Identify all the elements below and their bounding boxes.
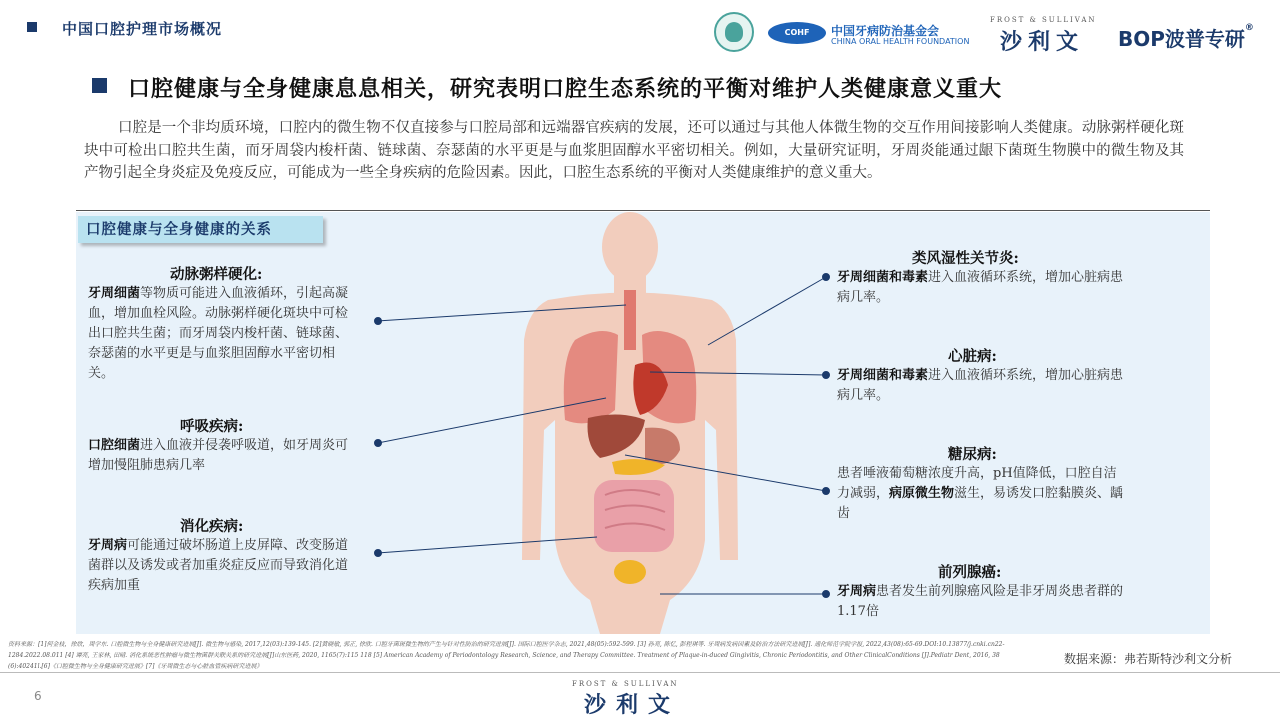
rheumatoid-title: 类风湿性关节炎: [912, 250, 1019, 267]
atherosclerosis-text: 牙周细菌等物质可能进入血液循环，引起高凝血，增加血栓风险。动脉粥样硬化斑块中可检出口腔共生菌；而牙周袋内梭杆菌、链球菌、奈瑟菌的水平更是与血浆胆固醇水平密切相关。 [88, 286, 349, 381]
digestive-text: 牙周病可能通过破坏肠道上皮屏障、改变肠道菌群以及诱发或者加重炎症反应而导致消化道疾病加重 [88, 538, 349, 593]
respiratory-text: 口腔细菌进入血液并侵袭呼吸道，如牙周炎可增加慢阻肺患病几率 [88, 438, 349, 473]
section-title: 中国口腔护理市场概况 [62, 20, 223, 38]
prostate-cancer-title: 前列腺癌: [938, 564, 1002, 581]
atherosclerosis-title: 动脉粥样硬化: [170, 266, 263, 283]
diagram-tag: 口腔健康与全身健康的关系 [78, 216, 323, 243]
trachea-icon [624, 290, 636, 350]
footer-logo-cn: 沙利文 [584, 693, 681, 718]
rheumatoid-text: 牙周细菌和毒素进入血液循环系统，增加心脏病患病几率。 [837, 270, 1124, 305]
respiratory-title: 呼吸疾病: [180, 418, 244, 435]
references-footnote: 资料来源：[1]何金枝，徐欣，周学东. 口腔微生物与全身健康研究进展[J]. 微生物与感染, 2017,12(03):139-145. [2]黄晓敏, 郭正, 徐欣. 口腔牙菌斑微生物的产生与针对性防治的研究进展[J]. 国际口腔医学杂志, 2021,48(05):592-599. [3] 孙亮, 陈忆, 彭程琪等. 牙周病发病因素及防治方法研究进展[J]. 通化师范学院学报, 2022,43(08):65-69.DOI:10.13877/j.cnki.cn22-1284.2022.08.011 [4] 谭亮, 王家林, 田晴. 消化系统恶性肿瘤与微生物菌群关联关系的研究进展[J]山东医药, 2020, 1165(7):115 118 [5] American Academy of Periodontology Research, Science, and Therapy Committee. Treatment of Plaque-in-duced Gingivitis, Chronic Periodontitis, and Other ClinicalConditions [J].Pediatr Dent, 2016, 38 (6):40241l.[6]《口腔微生物与全身健康研究进展》[7]《牙周微生态与心脏血管疾病研究进展》 [8, 641, 1005, 670]
data-source: 数据来源：弗若斯特沙利文分析 [1064, 652, 1233, 666]
digestive-title: 消化疾病: [180, 518, 244, 535]
page-title: 口腔健康与全身健康息息相关，研究表明口腔生态系统的平衡对维护人类健康意义重大 [128, 76, 1003, 102]
cohf-name-cn: 中国牙病防治基金会 [831, 24, 940, 38]
heart-disease-text: 牙周细菌和毒素进入血液循环系统，增加心脏病患病几率。 [837, 368, 1124, 403]
diabetes-text: 患者唾液葡萄糖浓度升高，pH值降低，口腔自洁力减弱，病原微生物滋生，易诱发口腔黏膜炎、龋齿 [837, 466, 1124, 521]
frost-sullivan-logo-en: FROST & SULLIVAN [990, 16, 1097, 24]
bop-logo: BOP波普专研® [1118, 23, 1254, 51]
footer-logo-en: FROST & SULLIVAN [572, 680, 679, 688]
cohf-name-en: CHINA ORAL HEALTH FOUNDATION [831, 37, 970, 46]
frost-sullivan-logo-cn: 沙利文 [1000, 30, 1085, 55]
diabetes-title: 糖尿病: [948, 446, 997, 463]
cohf-logo-icon: COHF [768, 22, 826, 44]
heart-disease-title: 心脏病: [948, 348, 997, 365]
prostate-icon [614, 560, 646, 584]
footer-divider [0, 672, 1280, 673]
page-number: 6 [34, 689, 42, 703]
prostate-cancer-text: 牙周病患者发生前列腺癌风险是非牙周炎患者群的1.17倍 [837, 584, 1124, 619]
intro-paragraph: 口腔是一个非均质环境，口腔内的微生物不仅直接参与口腔局部和远端器官疾病的发展，还可以通过与其他人体微生物的交互作用间接影响人类健康。动脉粥样硬化斑块中可检出口腔共生菌，而牙周袋内梭杆菌、链球菌、奈瑟菌的水平更是与血浆胆固醇水平密切相关。例如，大量研究证明，牙周炎能通过龈下菌斑生物膜中的微生物及其产物引起全身炎症及免疫反应，可能成为一些全身疾病的危险因素。因此，口腔生态系统的平衡对人类健康维护的意义重大。 [84, 120, 1184, 181]
